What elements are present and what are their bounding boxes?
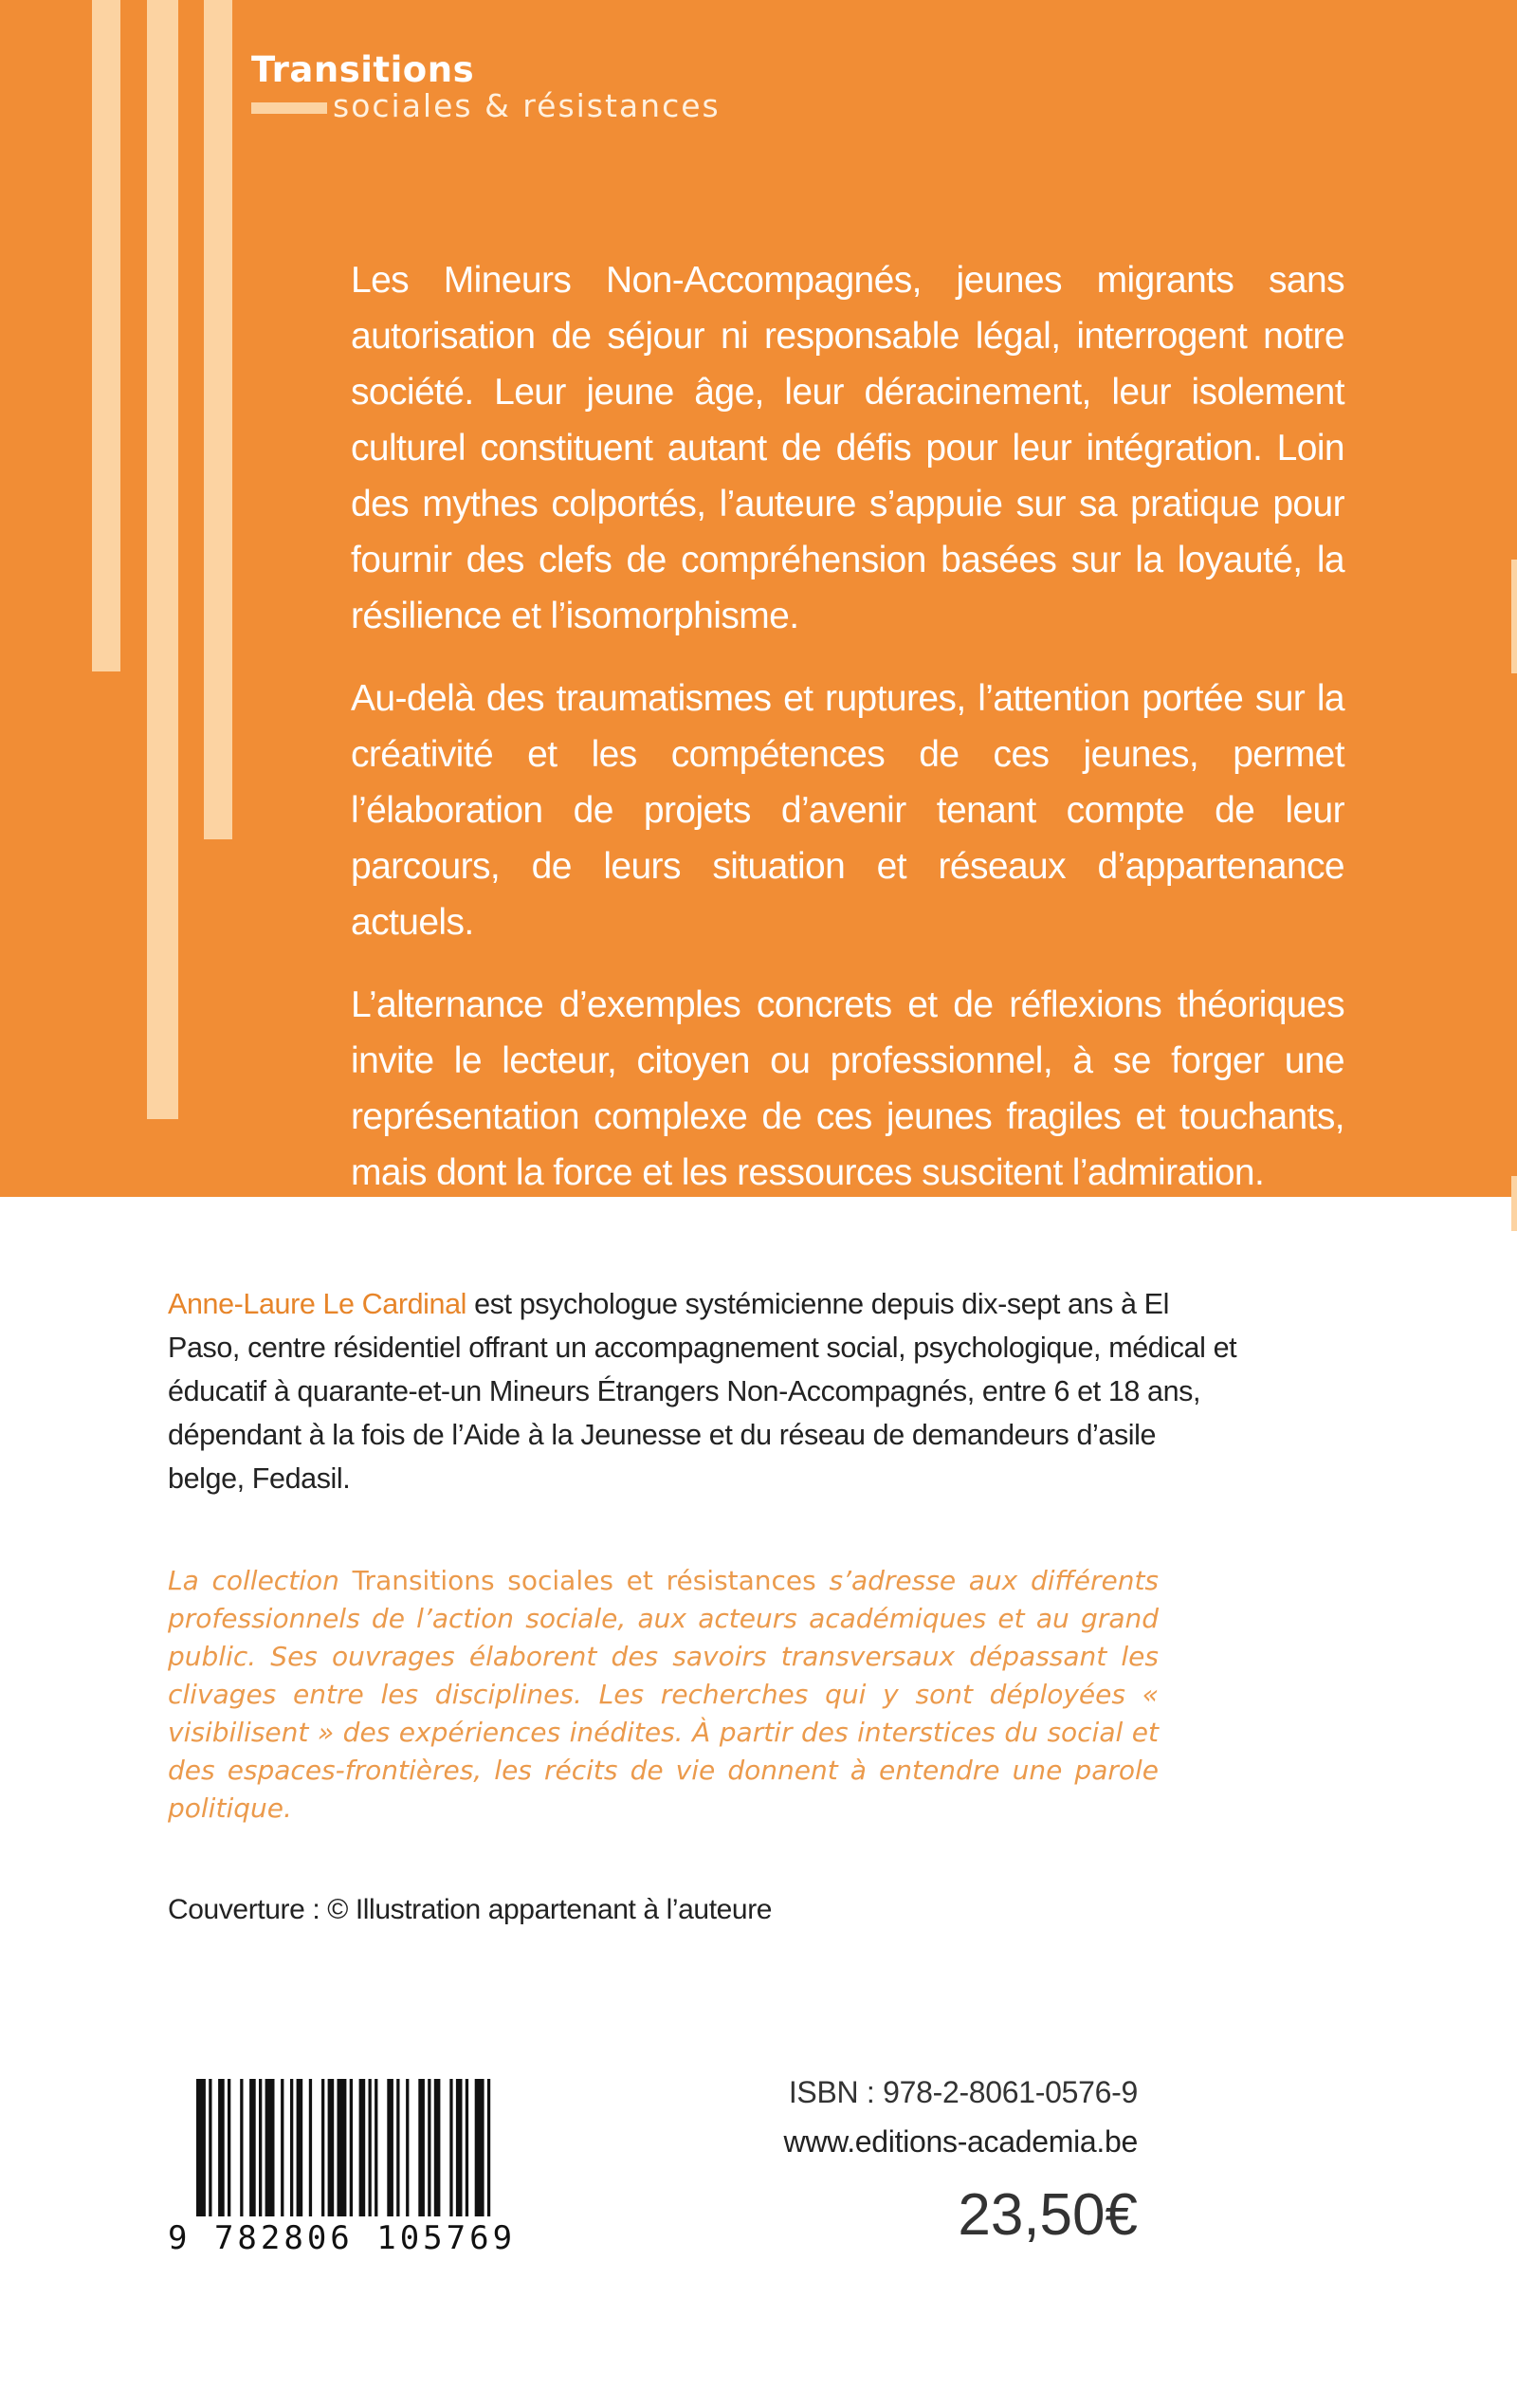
barcode-bar <box>428 2079 430 2216</box>
cover-credit: Couverture : © Illustration appartenant à l’auteure <box>168 1894 773 1925</box>
barcode-bar <box>466 2079 468 2216</box>
collection-description <box>168 1562 1159 1828</box>
isbn: ISBN : 978-2-8061-0576-9 <box>788 2075 1138 2109</box>
author-bio <box>168 1282 1239 1500</box>
barcode-bar <box>418 2079 425 2216</box>
collection-text: s’adresse aux différents professionnels de l’action sociale, aux acteurs académiques et au grand public. Ses ouvrages élaborent des savoirs transversaux dépassant les clivages entre les disciplines. Les recherches qui y sont déployées « visibilisent » des expériences inédites. À partir des interstices du social et des espaces-frontières, les récits de vie donnent à entendre une parole politique. <box>168 1565 1160 1824</box>
barcode-bar <box>309 2079 312 2216</box>
publisher-website: www.editions-academia.be <box>783 2124 1138 2159</box>
barcode-bar <box>321 2079 324 2216</box>
barcode-bar <box>456 2079 463 2216</box>
barcode-bar <box>328 2079 335 2216</box>
edge-mark <box>1511 560 1517 673</box>
barcode-bar <box>297 2079 303 2216</box>
barcode-bar <box>249 2079 256 2216</box>
barcode-bar <box>209 2079 211 2216</box>
price: 23,50€ <box>958 2182 1138 2248</box>
barcode-bar <box>487 2079 490 2216</box>
barcode-bar <box>434 2079 441 2216</box>
barcode-bar <box>240 2079 243 2216</box>
barcode-digits: 9 782806 105769 <box>168 2219 517 2257</box>
collection-name: Transitions sociales et résistances <box>352 1565 816 1596</box>
barcode-bar <box>475 2079 484 2216</box>
blurb-paragraph: L’alternance d’exemples concrets et de réflexions théoriques invite le lecteur, citoyen ou professionnel, à se forger une représentation complexe de ces jeunes fragiles et touchants, mais dont la force et les ressources suscitent l’admiration. <box>351 984 1344 1193</box>
orange-header-panel <box>0 0 1517 1197</box>
barcode-bar <box>196 2079 206 2216</box>
blurb-paragraph: Au-delà des traumatismes et ruptures, l’attention portée sur la créativité et les compétences de ces jeunes, permet l’élaboration de projets d’avenir tenant compte de leur parcours, de leurs situation et réseaux d’appartenance actuels. <box>351 678 1344 943</box>
barcode-bar <box>359 2079 366 2216</box>
barcode-bar <box>259 2079 262 2216</box>
barcode-bar <box>375 2079 377 2216</box>
barcode-bar <box>265 2079 275 2216</box>
author-bio-text: est psychologue systémicienne depuis dix-sept ans à El Paso, centre résidentiel offrant un accompagnement social, psychologique, médical et éducatif à quarante-et-un Mineurs Étrangers Non-Accompagnés, entre 6 et 18 ans, dépendant à la fois de l’Aide à la Jeunesse et du réseau de demandeurs d’asile belge, Fedasil. <box>168 1288 1237 1495</box>
barcode-bar <box>228 2079 230 2216</box>
edge-mark <box>1511 1176 1517 1231</box>
series-title: Transitions <box>251 49 475 90</box>
barcode-bar <box>350 2079 353 2216</box>
author-name: Anne-Laure Le Cardinal <box>168 1288 467 1320</box>
barcode-bar <box>387 2079 393 2216</box>
series-subtitle: sociales & résistances <box>333 87 721 124</box>
barcode-bar <box>406 2079 409 2216</box>
barcode <box>168 2073 521 2282</box>
barcode-bar <box>338 2079 347 2216</box>
series-logo <box>251 49 782 125</box>
blurb-paragraph: Les Mineurs Non-Accompagnés, jeunes migrants sans autorisation de séjour ni responsable légal, interrogent notre société. Leur jeune âge, leur déracinement, leur isolement culturel constituent autant de défis pour leur intégration. Loin des mythes colportés, l’auteure s’appuie sur sa pratique pour fournir des clefs de compréhension basées sur la loyauté, la résilience et l’isomorphisme. <box>351 260 1344 636</box>
decorative-stripe <box>92 0 120 671</box>
collection-lead: La collection <box>168 1565 339 1596</box>
decorative-stripe <box>204 0 232 839</box>
barcode-bars <box>196 2079 492 2231</box>
barcode-bar <box>396 2079 399 2216</box>
barcode-bar <box>369 2079 372 2216</box>
barcode-bar <box>218 2079 225 2216</box>
barcode-bar <box>449 2079 452 2216</box>
barcode-bar <box>281 2079 283 2216</box>
barcode-bar <box>290 2079 293 2216</box>
back-cover-blurb <box>351 252 1344 1227</box>
series-logo-bar <box>251 102 327 114</box>
decorative-stripe <box>147 0 178 1119</box>
